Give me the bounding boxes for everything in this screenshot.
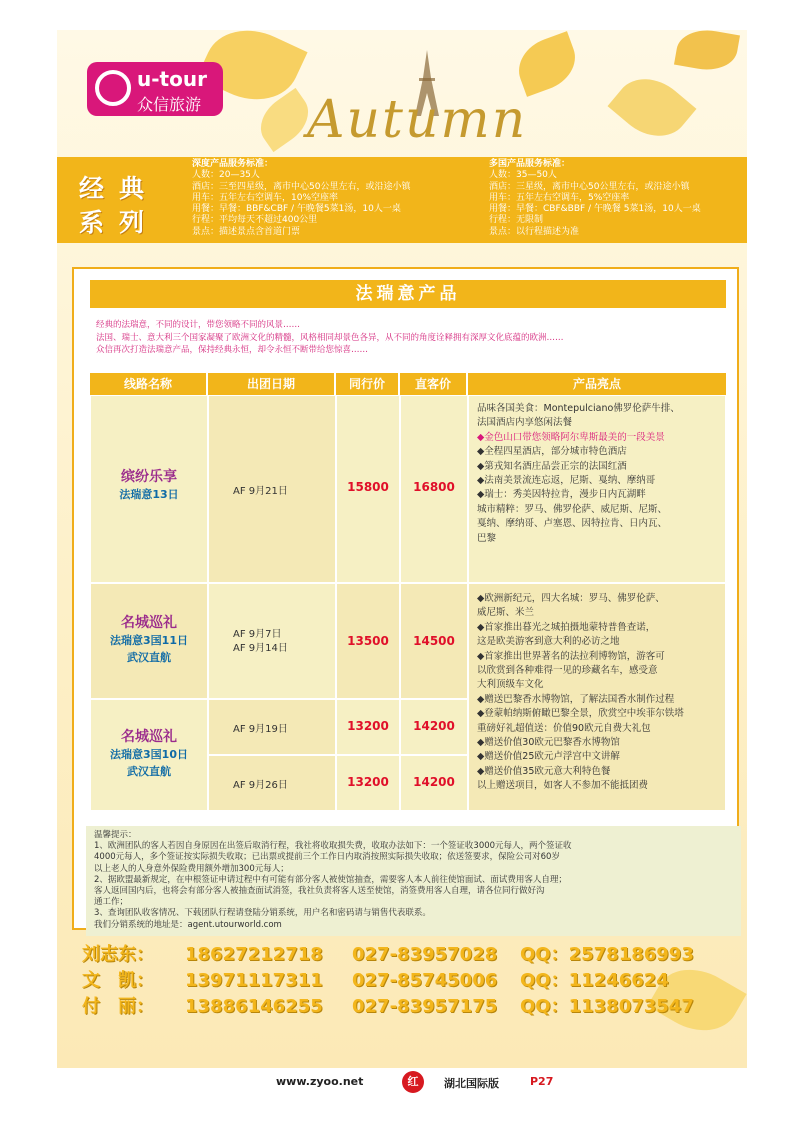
peer-price-cell: [336, 395, 400, 583]
highlight-line: 城市精粹：罗马、佛罗伦萨、威尼斯、尼斯、: [477, 503, 668, 515]
standard-line: 用餐：早餐：CBF&BBF / 午晚餐 5菜1汤，10人一桌: [489, 204, 701, 215]
route-name-cell: [90, 583, 208, 699]
highlight-line: 巴黎: [477, 532, 497, 544]
contact-qq: QQ：11246624: [520, 970, 669, 991]
footer-badge-text: 红: [407, 1075, 419, 1088]
departure-date: AF 9月19日: [233, 724, 288, 735]
standard-line: 酒店：三星级，离市中心50公里左右，或沿途小镇: [489, 181, 690, 192]
product-title: 法瑞意产品: [90, 280, 726, 308]
date-cell: [208, 583, 336, 699]
departure-date: AF 9月21日: [233, 486, 288, 497]
peer-price: 13200: [347, 775, 389, 789]
contact-phone: 027-83957175: [352, 996, 498, 1017]
tips-line: 1、欧洲团队的客人若因自身原因在出签后取消行程，我社将收取损失费，收取办法如下：一个签证收3000元每人，两个签证收: [94, 841, 572, 852]
route-sub2: 武汉直航: [127, 765, 171, 778]
series-char: 经: [79, 174, 111, 203]
route-sub: 法瑞意13日: [119, 488, 179, 501]
series-char: 典: [119, 174, 151, 203]
intro-line: 经典的法瑞意，不同的设计，带您领略不同的风景……: [96, 320, 301, 330]
route-name: 名城巡礼: [121, 615, 177, 631]
flyer-page: [57, 30, 747, 1068]
tips-heading: 温馨提示：: [94, 830, 137, 840]
footer-page: P27: [530, 1075, 554, 1088]
peer-price-cell: [336, 583, 400, 699]
series-char: 系: [79, 208, 111, 237]
highlight-line: 戛纳、摩纳哥、卢塞恩、因特拉肯、日内瓦、: [477, 518, 668, 530]
route-sub: 法瑞意3国10日: [110, 748, 188, 761]
contact-row: [82, 968, 740, 994]
departure-date: AF 9月7日: [233, 629, 282, 640]
logo-text-en: u-tour: [137, 67, 207, 91]
peer-price: 13200: [347, 719, 389, 733]
footer-edition: 湖北国际版: [444, 1077, 499, 1090]
highlight-line: ◆瑞士：秀美因特拉肯，漫步日内瓦湖畔: [477, 489, 646, 501]
direct-price-cell: [400, 699, 468, 755]
highlight-line: ◆登蒙帕纳斯俯瞰巴黎全景，欣赏空中埃菲尔铁塔: [477, 708, 684, 720]
highlights-cell: [468, 583, 726, 811]
direct-price: 14200: [413, 719, 455, 733]
standard-line: 人数：20—35人: [192, 170, 260, 181]
peer-price: 15800: [347, 480, 389, 494]
standard-line: 景点：描述景点含首道门票: [192, 226, 301, 237]
contact-qq: QQ：1138073547: [520, 996, 694, 1017]
col-header-highlights: 产品亮点: [468, 373, 726, 395]
highlight-line: 品味各国美食：Montepulciano佛罗伦萨牛排、: [477, 403, 680, 414]
highlight-line: 以欣赏到各种难得一见的珍藏名车，感受意: [477, 665, 658, 677]
standard-line: 用车：五年左右空调车，5%空座率: [489, 192, 630, 203]
col-header-direct-price: 直客价: [400, 373, 466, 395]
peer-price-cell: [336, 699, 400, 755]
tips-line: 客人返回国内后，也将会有部分客人被抽查面试消签，我社负责将客人送至使馆，消签费用客人自理，请各位同行做好沟: [94, 886, 545, 897]
departure-date: AF 9月14日: [233, 643, 288, 654]
direct-price: 14500: [413, 634, 455, 648]
highlight-line: ◆全程四星酒店，部分城市特色酒店: [477, 446, 627, 458]
highlight-line: ◆首家推出世界著名的法拉利博物馆，游客可: [477, 650, 665, 662]
highlight-line: ◆赠送价值30欧元巴黎香水博物馆: [477, 737, 620, 749]
route-sub: 法瑞意3国11日: [110, 634, 188, 647]
highlight-line: 这是欧美游客到意大利的必访之地: [477, 636, 620, 648]
tips-line: 4000元每人，多个签证按实际损失收取；已出票或提前三个工作日内取消按照实际损失收取；依送签要求，保险公司对60岁: [94, 852, 560, 863]
contact-name: 付 丽：: [82, 996, 154, 1017]
contact-qq: QQ：2578186993: [520, 944, 694, 965]
tips-line: 以上老人的人身意外保险费用额外增加300元每人；: [94, 863, 289, 874]
standard-line: 酒店：三至四星级，离市中心50公里左右，或沿途小镇: [192, 181, 411, 192]
contact-row: [82, 994, 740, 1020]
highlight-line: 以上赠送项目，如客人不参加不能抵团费: [477, 780, 649, 792]
route-name-cell: [90, 699, 208, 811]
footer-site: www.zyoo.net: [276, 1075, 364, 1088]
tips-line: 3、查询团队收客情况、下载团队行程请登陆分销系统，用户名和密码请与销售代表联系。: [94, 908, 431, 919]
highlight-line: ◆法南美景流连忘返，尼斯、戛纳、摩纳哥: [477, 475, 656, 487]
leaf-decoration: [674, 30, 740, 75]
service-standard-band: [57, 157, 747, 243]
contact-mobile: 13886146255: [185, 996, 323, 1017]
highlight-line: 大利顶级车文化: [477, 679, 544, 691]
standard-line: 行程：平均每天不超过400公里: [192, 215, 318, 226]
highlight-line: ◆首家推出暮光之城拍摄地蒙特普鲁查诺，: [477, 621, 656, 633]
series-char: 列: [119, 208, 151, 237]
standard-heading: 深度产品服务标准：: [192, 159, 274, 169]
leaf-decoration: [511, 31, 584, 97]
utour-logo: [87, 62, 223, 116]
tips-line: 我们分销系统的地址是：agent.utourworld.com: [94, 919, 282, 930]
highlights-cell: [468, 395, 726, 583]
contact-name: 文 凯：: [82, 970, 154, 991]
contact-list: [82, 942, 740, 1020]
route-name: 名城巡礼: [121, 729, 177, 745]
standard-line: 用餐：早餐：BBF&CBF / 午晚餐5菜1汤，10人一桌: [192, 204, 401, 215]
contact-phone: 027-83957028: [352, 944, 498, 965]
multi-country-standard: [489, 159, 739, 238]
departure-date: AF 9月26日: [233, 780, 288, 791]
contact-name: 刘志东：: [82, 944, 154, 965]
contact-mobile: 18627212718: [185, 944, 323, 965]
standard-line: 人数：35—50人: [489, 170, 557, 181]
logo-text-cn: 众信旅游: [137, 95, 202, 114]
peer-price-cell: [336, 755, 400, 811]
deep-product-standard: [192, 159, 492, 238]
highlight-line: ◆第戎知名酒庄品尝正宗的法国红酒: [477, 460, 627, 472]
contact-mobile: 13971117311: [185, 970, 323, 991]
peer-price: 13500: [347, 634, 389, 648]
warm-tips: [86, 826, 741, 936]
contact-row: [82, 942, 740, 968]
route-name-cell: [90, 395, 208, 583]
highlight-line: 威尼斯、米兰: [477, 607, 535, 619]
standard-line: 景点：以行程描述为准: [489, 226, 580, 237]
date-cell: [208, 755, 336, 811]
intro-line: 法国、瑞士、意大利三个国家凝聚了欧洲文化的精髓，风格相同却景色各异，从不同的角度诠释拥有深厚文化底蕴的欧洲……: [96, 332, 564, 343]
col-header-route: 线路名称: [90, 373, 206, 395]
direct-price: 14200: [413, 775, 455, 789]
direct-price-cell: [400, 755, 468, 811]
autumn-script-title: Autumn: [307, 90, 528, 150]
date-cell: [208, 395, 336, 583]
highlight-line: ◆金色山口带您领略阿尔卑斯最美的一段美景: [477, 431, 665, 443]
contact-phone: 027-85745006: [352, 970, 498, 991]
speech-bubble-icon: [95, 70, 131, 106]
highlight-line: ◆赠送价值25欧元卢浮宫中文讲解: [477, 751, 620, 763]
direct-price-cell: [400, 583, 468, 699]
leaf-decoration: [608, 64, 697, 151]
standard-heading: 多国产品服务标准：: [489, 159, 571, 169]
classic-series-title: [79, 165, 169, 237]
date-cell: [208, 699, 336, 755]
highlight-line: ◆赠送巴黎香水博物馆，了解法国香水制作过程: [477, 693, 675, 705]
tips-line: 通工作；: [94, 897, 129, 908]
intro-line: 众信再次打造法瑞意产品，保持经典永恒，却令永恒不断带给您惊喜……: [96, 345, 369, 355]
highlight-line: ◆赠送价值35欧元意大利特色餐: [477, 765, 611, 777]
route-sub2: 武汉直航: [127, 651, 171, 664]
tips-line: 2、据欧盟最新规定，在申根签证申请过程中有可能有部分客人被使馆抽查，需要客人本人前往使馆面试、面试费用客人自理；: [94, 874, 567, 885]
standard-line: 行程：无限制: [489, 215, 544, 226]
route-name: 缤纷乐享: [121, 469, 177, 485]
highlight-line: 法国酒店内享悠闲法餐: [477, 417, 573, 429]
footer-badge-icon: [402, 1071, 424, 1093]
product-intro: [90, 315, 726, 367]
col-header-date: 出团日期: [208, 373, 334, 395]
direct-price-cell: [400, 395, 468, 583]
col-header-peer-price: 同行价: [336, 373, 398, 395]
direct-price: 16800: [413, 480, 455, 494]
standard-line: 用车：五年左右空调车，10%空座率: [192, 192, 339, 203]
highlight-line: 重磅好礼超值送：价值90欧元自费大礼包: [477, 722, 651, 734]
highlight-line: ◆欧洲新纪元，四大名城：罗马、佛罗伦萨、: [477, 593, 665, 604]
